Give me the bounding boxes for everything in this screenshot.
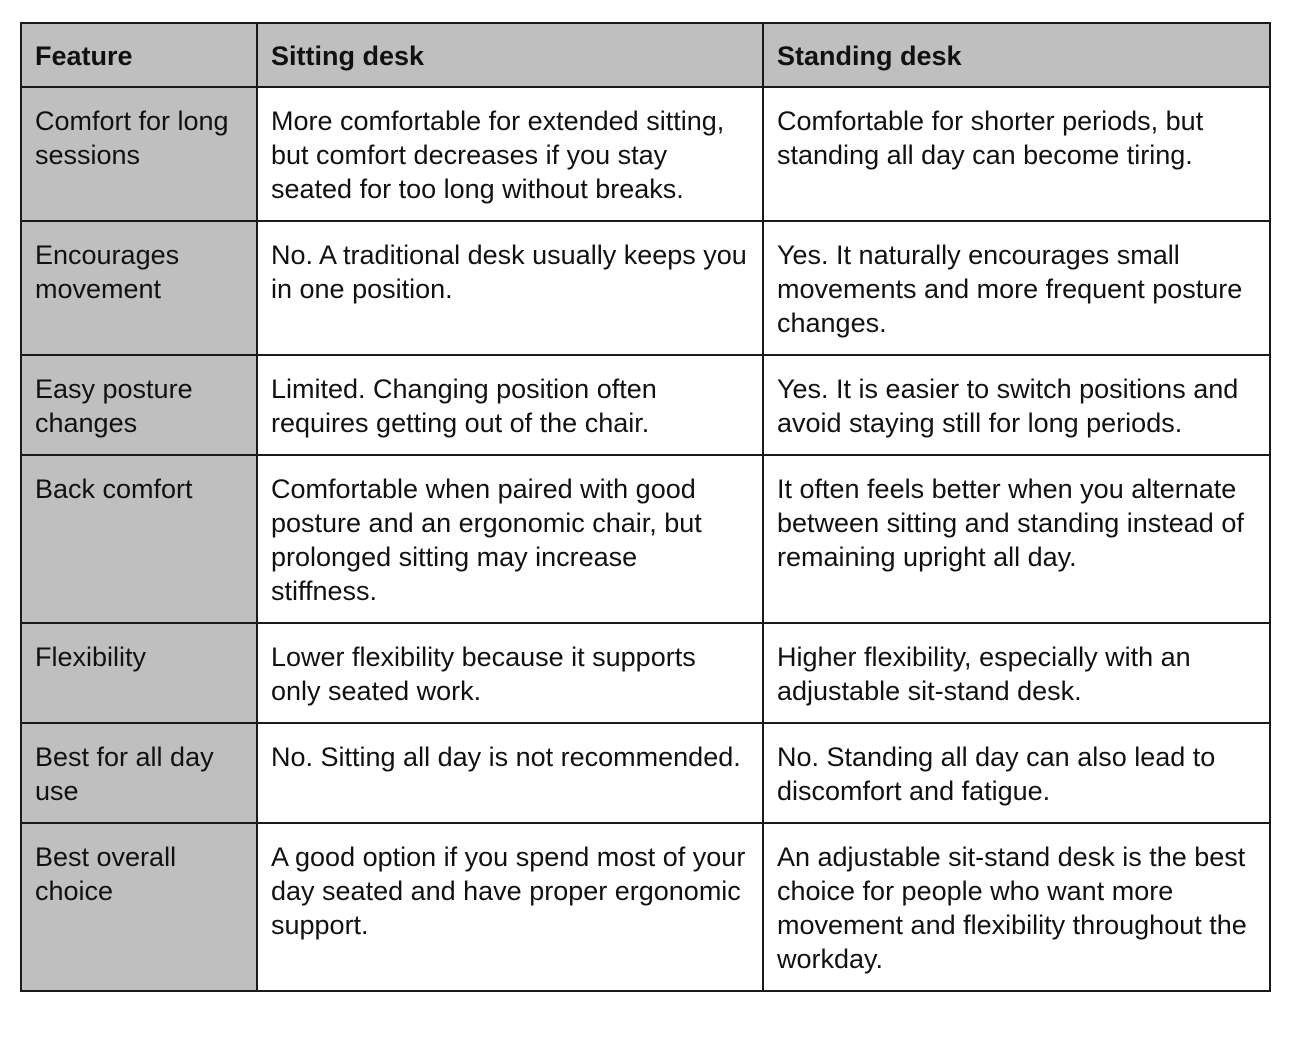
- table-row: [21, 823, 1270, 991]
- sitting-desk-cell: No. A traditional desk usually keeps you in one position.: [257, 221, 763, 355]
- table-row: [21, 355, 1270, 455]
- standing-desk-cell: It often feels better when you alternate between sitting and standing instead of remaining upright all day.: [763, 455, 1270, 623]
- standing-desk-cell: No. Standing all day can also lead to discomfort and fatigue.: [763, 723, 1270, 823]
- table-row: [21, 623, 1270, 723]
- standing-desk-cell: Higher flexibility, especially with an adjustable sit-stand desk.: [763, 623, 1270, 723]
- sitting-desk-cell: More comfortable for extended sitting, but comfort decreases if you stay seated for too long without breaks.: [257, 87, 763, 221]
- standing-desk-cell: Comfortable for shorter periods, but standing all day can become tiring.: [763, 87, 1270, 221]
- table-row: [21, 723, 1270, 823]
- header-standing-desk: Standing desk: [763, 23, 1270, 87]
- table-header: [21, 23, 1270, 87]
- sitting-desk-cell: Comfortable when paired with good posture and an ergonomic chair, but prolonged sitting may increase stiffness.: [257, 455, 763, 623]
- standing-desk-cell: Yes. It is easier to switch positions and avoid staying still for long periods.: [763, 355, 1270, 455]
- standing-desk-cell: Yes. It naturally encourages small movements and more frequent posture changes.: [763, 221, 1270, 355]
- feature-cell: Flexibility: [21, 623, 257, 723]
- sitting-desk-cell: No. Sitting all day is not recommended.: [257, 723, 763, 823]
- sitting-desk-cell: Limited. Changing position often requires getting out of the chair.: [257, 355, 763, 455]
- standing-desk-cell: An adjustable sit-stand desk is the best choice for people who want more movement and flexibility throughout the workday.: [763, 823, 1270, 991]
- feature-cell: Encourages movement: [21, 221, 257, 355]
- feature-cell: Best for all day use: [21, 723, 257, 823]
- table-row: [21, 87, 1270, 221]
- feature-cell: Easy posture changes: [21, 355, 257, 455]
- table-body: [21, 87, 1270, 991]
- header-sitting-desk: Sitting desk: [257, 23, 763, 87]
- feature-cell: Best overall choice: [21, 823, 257, 991]
- sitting-desk-cell: A good option if you spend most of your day seated and have proper ergonomic support.: [257, 823, 763, 991]
- header-feature: Feature: [21, 23, 257, 87]
- feature-cell: Back comfort: [21, 455, 257, 623]
- header-row: [21, 23, 1270, 87]
- comparison-table: [20, 22, 1271, 992]
- feature-cell: Comfort for long sessions: [21, 87, 257, 221]
- table-row: [21, 455, 1270, 623]
- table-row: [21, 221, 1270, 355]
- sitting-desk-cell: Lower flexibility because it supports only seated work.: [257, 623, 763, 723]
